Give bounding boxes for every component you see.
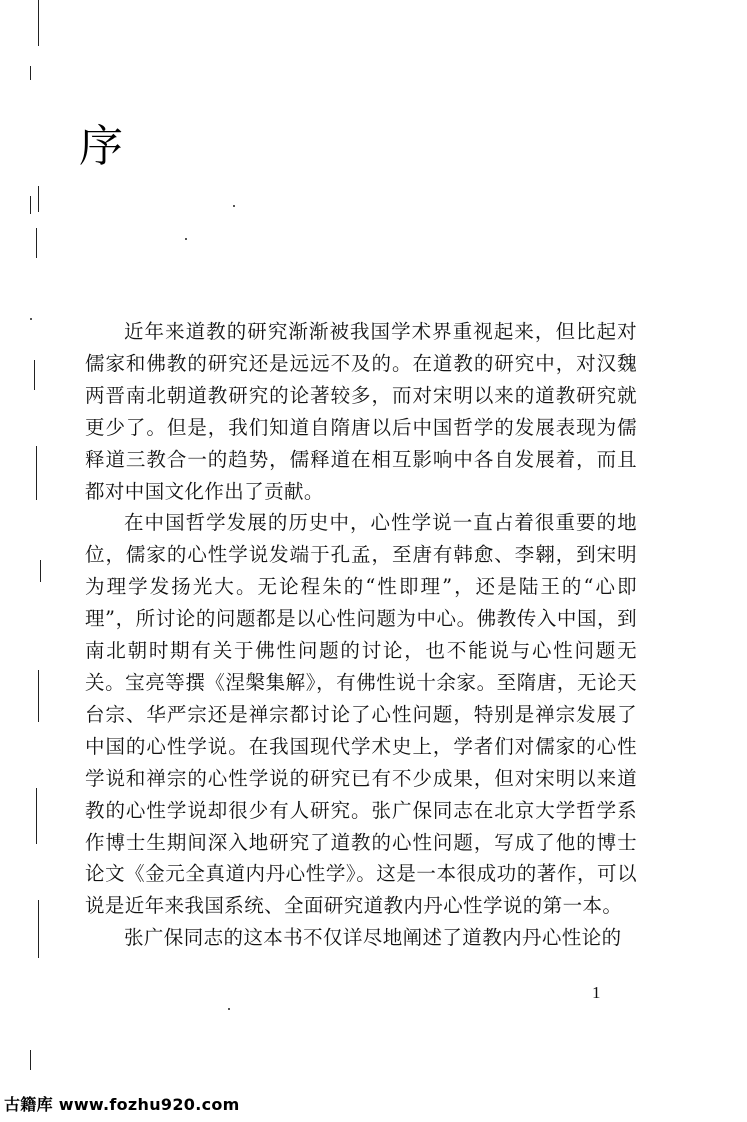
- scan-speck: [233, 205, 235, 207]
- binding-edge-mark: [30, 1050, 31, 1070]
- binding-edge-mark: [38, 900, 39, 958]
- binding-edge-mark: [40, 560, 41, 582]
- binding-edge-mark: [30, 66, 31, 80]
- page-number: 1: [592, 983, 601, 1002]
- preface-body: [85, 316, 637, 954]
- binding-edge-mark: [36, 788, 37, 844]
- paragraph: 在中国哲学发展的历史中，心性学说一直占着很重要的地位，儒家的心性学说发端于孔孟，至唐有韩愈、李翱，到宋明为理学发扬光大。无论程朱的“性即理”，还是陆王的“心即理”，所讨论的问题都是以心性问题为中心。佛教传入中国，到南北朝时期有关于佛性问题的讨论，也不能说与心性问题无关。宝亮等撰《涅槃集解》，有佛性说十余家。至隋唐，无论天台宗、华严宗还是禅宗都讨论了心性问题，特别是禅宗发展了中国的心性学说。在我国现代学术史上，学者们对儒家的心性学说和禅宗的心性学说的研究已有不少成果，但对宋明以来道教的心性学说却很少有人研究。张广保同志在北京大学哲学系作博士生期间深入地研究了道教的心性问题，写成了他的博士论文《金元全真道内丹心性学》。这是一本很成功的著作，可以说是近年来我国系统、全面研究道教内丹心性学说的第一本。: [85, 511, 637, 918]
- binding-edge-mark: [30, 196, 31, 214]
- binding-edge-mark: [38, 670, 39, 722]
- binding-edge-mark: [34, 360, 35, 390]
- binding-edge-mark: [36, 446, 37, 500]
- preface-title: 序: [79, 121, 123, 172]
- scan-speck: [30, 318, 32, 320]
- scan-speck: [185, 238, 187, 240]
- binding-edge-mark: [36, 228, 37, 258]
- paragraph: 近年来道教的研究渐渐被我国学术界重视起来，但比起对儒家和佛教的研究还是远远不及的。在道教的研究中，对汉魏两晋南北朝道教研究的论著较多，而对宋明以来的道教研究就更少了。但是，我们知道自隋唐以后中国哲学的发展表现为儒释道三教合一的趋势，儒释道在相互影响中各自发展着，而且都对中国文化作出了贡献。: [85, 320, 637, 503]
- footer-watermark: 古籍库 www.fozhu920.com: [4, 1095, 240, 1114]
- binding-edge-mark: [38, 186, 39, 212]
- scan-speck: [228, 1008, 230, 1010]
- paragraph: 张广保同志的这本书不仅详尽地阐述了道教内丹心性论的: [124, 926, 622, 950]
- binding-edge-mark: [38, 0, 39, 46]
